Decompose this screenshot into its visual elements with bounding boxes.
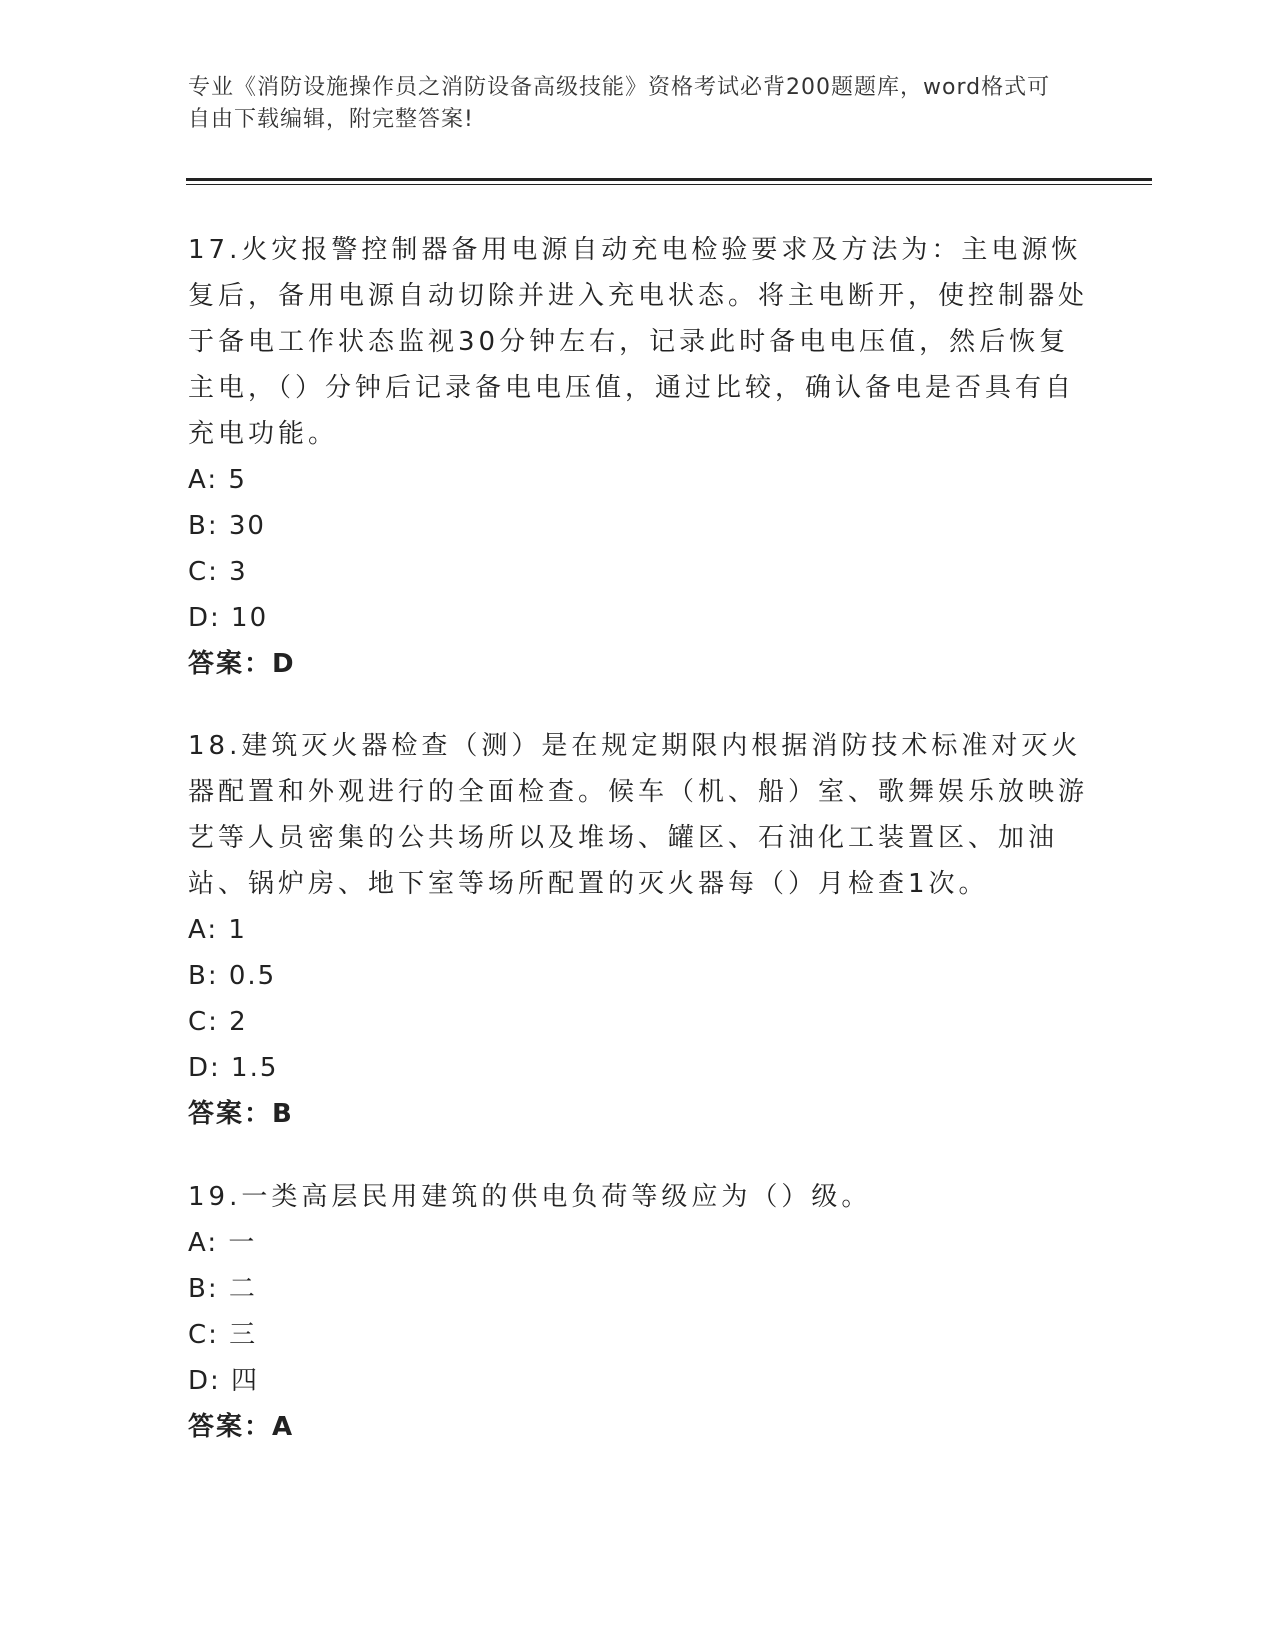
- option-c: C: 三: [188, 1320, 258, 1350]
- question-19: [188, 1174, 1088, 1450]
- option-c: C: 2: [188, 1007, 248, 1037]
- option-a: A: 一: [188, 1228, 257, 1258]
- document-header: [188, 72, 1068, 136]
- answer: 答案：A: [188, 1412, 295, 1442]
- question-text: 19.一类高层民用建筑的供电负荷等级应为（）级。: [188, 1182, 872, 1212]
- question-17: [188, 227, 1088, 687]
- option-c: C: 3: [188, 557, 248, 587]
- option-b: B: 二: [188, 1274, 257, 1304]
- answer: 答案：B: [188, 1099, 294, 1129]
- option-d: D: 10: [188, 603, 269, 633]
- option-b: B: 30: [188, 511, 266, 541]
- option-d: D: 1.5: [188, 1053, 279, 1083]
- header-divider-thin: [186, 184, 1152, 185]
- header-text: 专业《消防设施操作员之消防设备高级技能》资格考试必背200题题库，word格式可自由下载编辑，附完整答案!: [188, 75, 1051, 132]
- question-text: 18.建筑灭火器检查（测）是在规定期限内根据消防技术标准对灭火器配置和外观进行的全面检查。候车（机、船）室、歌舞娱乐放映游艺等人员密集的公共场所以及堆场、罐区、石油化工装置区、加油站、锅炉房、地下室等场所配置的灭火器每（）月检查1次。: [188, 731, 1089, 899]
- option-a: A: 5: [188, 465, 247, 495]
- option-b: B: 0.5: [188, 961, 277, 991]
- header-divider-thick: [186, 178, 1152, 181]
- question-text: 17.火灾报警控制器备用电源自动充电检验要求及方法为：主电源恢复后，备用电源自动切除并进入充电状态。将主电断开，使控制器处于备电工作状态监视30分钟左右，记录此时备电电压值，然后恢复主电，（）分钟后记录备电电压值，通过比较，确认备电是否具有自充电功能。: [188, 235, 1089, 449]
- option-a: A: 1: [188, 915, 247, 945]
- option-d: D: 四: [188, 1366, 260, 1396]
- question-18: [188, 723, 1088, 1137]
- answer: 答案：D: [188, 649, 296, 679]
